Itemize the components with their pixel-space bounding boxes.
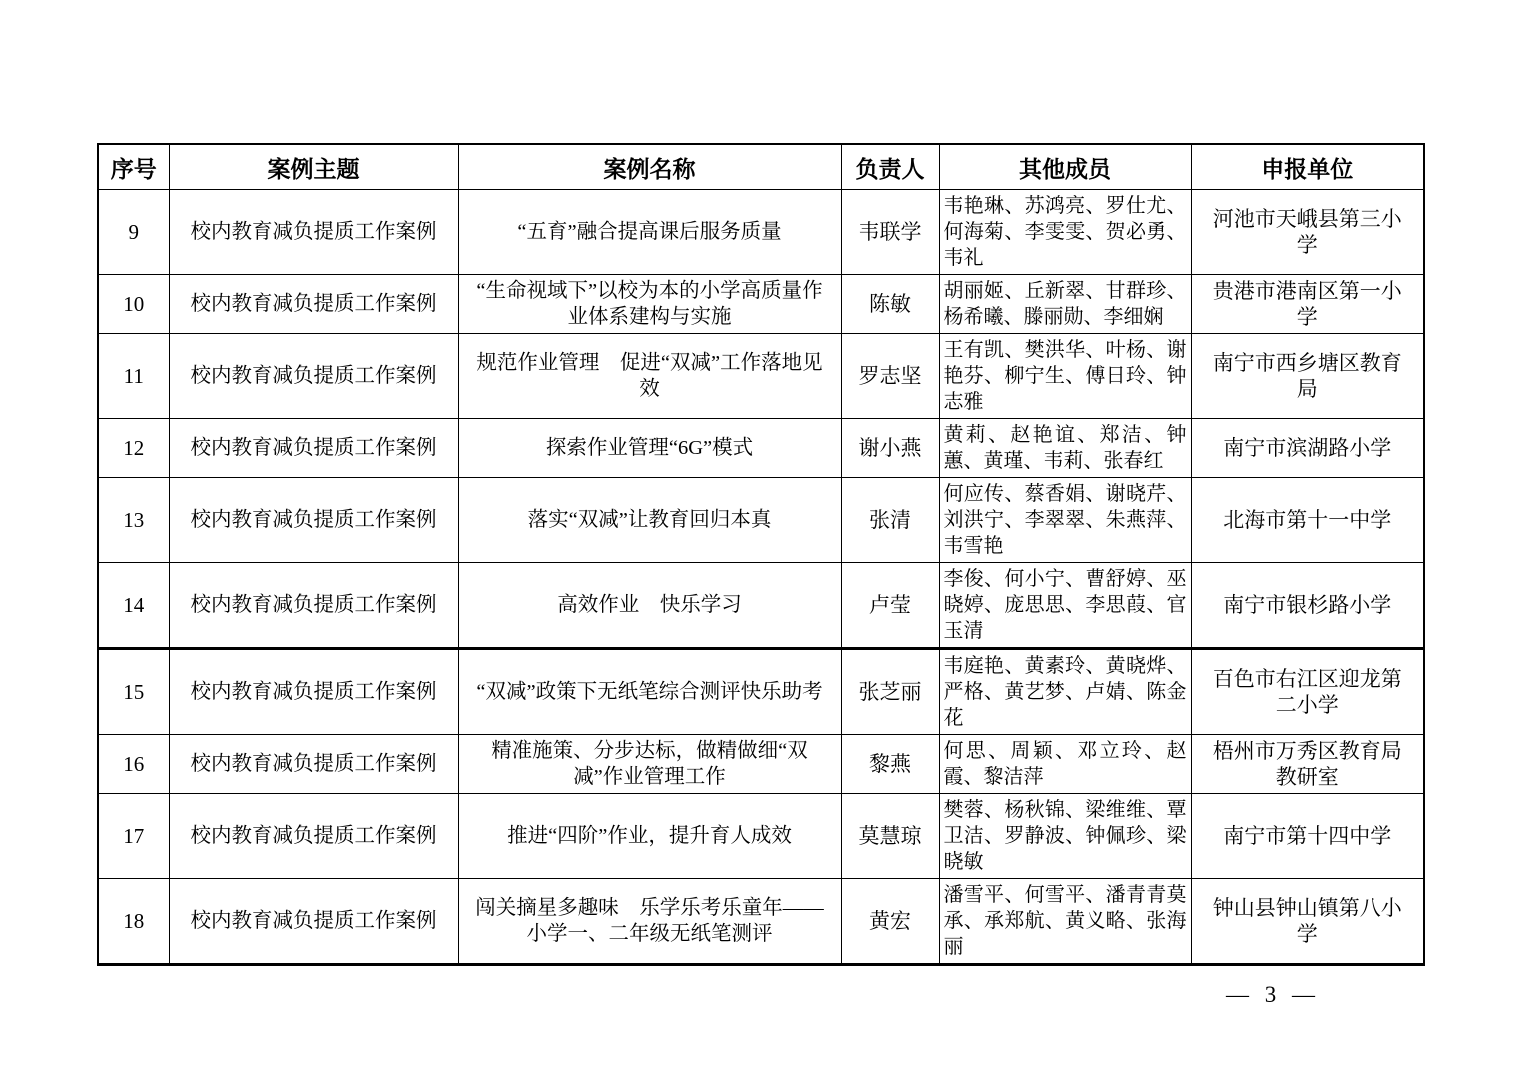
cell-unit: 百色市右江区迎龙第二小学 — [1191, 649, 1424, 735]
cell-name: 推进“四阶”作业，提升育人成效 — [458, 794, 841, 879]
cell-name: 高效作业 快乐学习 — [458, 563, 841, 649]
cell-leader: 黄宏 — [841, 879, 939, 965]
cell-leader: 罗志坚 — [841, 334, 939, 419]
cell-leader: 张芝丽 — [841, 649, 939, 735]
cell-name: 精准施策、分步达标，做精做细“双减”作业管理工作 — [458, 735, 841, 794]
cell-seq: 9 — [98, 190, 169, 275]
cell-name: “五育”融合提高课后服务质量 — [458, 190, 841, 275]
cell-name: “生命视域下”以校为本的小学高质量作业体系建构与实施 — [458, 275, 841, 334]
table-row — [98, 334, 1424, 419]
table-row — [98, 649, 1424, 735]
cell-unit: 河池市天峨县第三小学 — [1191, 190, 1424, 275]
cell-name: 规范作业管理 促进“双减”工作落地见效 — [458, 334, 841, 419]
cell-leader: 韦联学 — [841, 190, 939, 275]
cell-members: 何思、周颖、邓立玲、赵霞、黎洁萍 — [939, 735, 1191, 794]
table-row — [98, 275, 1424, 334]
cell-members: 李俊、何小宁、曹舒婷、巫晓婷、庞思思、李思葭、官玉清 — [939, 563, 1191, 649]
cell-members: 王有凯、樊洪华、叶杨、谢艳芬、柳宁生、傅日玲、钟志雅 — [939, 334, 1191, 419]
cell-theme: 校内教育减负提质工作案例 — [169, 879, 458, 965]
column-header-unit: 申报单位 — [1191, 144, 1424, 190]
cell-members: 樊蓉、杨秋锦、梁维维、覃卫洁、罗静波、钟佩珍、梁晓敏 — [939, 794, 1191, 879]
cell-members: 黄莉、赵艳谊、郑洁、钟蕙、黄瑾、韦莉、张春红 — [939, 419, 1191, 478]
cell-theme: 校内教育减负提质工作案例 — [169, 275, 458, 334]
column-header-theme: 案例主题 — [169, 144, 458, 190]
cell-seq: 14 — [98, 563, 169, 649]
cell-unit: 南宁市第十四中学 — [1191, 794, 1424, 879]
cell-theme: 校内教育减负提质工作案例 — [169, 735, 458, 794]
cell-unit: 南宁市银杉路小学 — [1191, 563, 1424, 649]
cell-seq: 12 — [98, 419, 169, 478]
cell-seq: 11 — [98, 334, 169, 419]
table-row — [98, 478, 1424, 563]
cell-leader: 张清 — [841, 478, 939, 563]
cell-seq: 13 — [98, 478, 169, 563]
cell-unit: 梧州市万秀区教育局教研室 — [1191, 735, 1424, 794]
cell-theme: 校内教育减负提质工作案例 — [169, 419, 458, 478]
cell-seq: 15 — [98, 649, 169, 735]
cell-seq: 16 — [98, 735, 169, 794]
cell-members: 胡丽姬、丘新翠、甘群珍、杨希曦、滕丽勋、李细娴 — [939, 275, 1191, 334]
table-row — [98, 419, 1424, 478]
cell-name: 探索作业管理“6G”模式 — [458, 419, 841, 478]
table-row — [98, 879, 1424, 965]
cell-theme: 校内教育减负提质工作案例 — [169, 794, 458, 879]
cell-theme: 校内教育减负提质工作案例 — [169, 649, 458, 735]
cell-seq: 18 — [98, 879, 169, 965]
cell-theme: 校内教育减负提质工作案例 — [169, 190, 458, 275]
table-row — [98, 735, 1424, 794]
cell-members: 潘雪平、何雪平、潘青青莫承、承郑航、黄义略、张海丽 — [939, 879, 1191, 965]
cell-theme: 校内教育减负提质工作案例 — [169, 563, 458, 649]
document-page — [97, 143, 1423, 1008]
cell-seq: 17 — [98, 794, 169, 879]
table-row — [98, 794, 1424, 879]
case-table — [97, 143, 1425, 966]
cell-leader: 谢小燕 — [841, 419, 939, 478]
column-header-leader: 负责人 — [841, 144, 939, 190]
cell-name: 落实“双减”让教育回归本真 — [458, 478, 841, 563]
column-header-seq: 序号 — [98, 144, 169, 190]
cell-theme: 校内教育减负提质工作案例 — [169, 478, 458, 563]
cell-members: 韦庭艳、黄素玲、黄晓烨、严格、黄艺梦、卢婧、陈金花 — [939, 649, 1191, 735]
cell-seq: 10 — [98, 275, 169, 334]
table-row — [98, 563, 1424, 649]
page-number: — 3 — — [1226, 982, 1315, 1007]
cell-unit: 北海市第十一中学 — [1191, 478, 1424, 563]
cell-name: “双减”政策下无纸笔综合测评快乐助考 — [458, 649, 841, 735]
table-header-row — [98, 144, 1424, 190]
table-row — [98, 190, 1424, 275]
cell-unit: 贵港市港南区第一小学 — [1191, 275, 1424, 334]
cell-unit: 南宁市滨湖路小学 — [1191, 419, 1424, 478]
cell-unit: 南宁市西乡塘区教育局 — [1191, 334, 1424, 419]
cell-members: 韦艳琳、苏鸿亮、罗仕尤、何海菊、李雯雯、贺必勇、韦礼 — [939, 190, 1191, 275]
cell-leader: 莫慧琼 — [841, 794, 939, 879]
column-header-members: 其他成员 — [939, 144, 1191, 190]
cell-leader: 黎燕 — [841, 735, 939, 794]
cell-leader: 卢莹 — [841, 563, 939, 649]
cell-name: 闯关摘星多趣味 乐学乐考乐童年——小学一、二年级无纸笔测评 — [458, 879, 841, 965]
cell-members: 何应传、蔡香娟、谢晓芹、刘洪宁、李翠翠、朱燕萍、韦雪艳 — [939, 478, 1191, 563]
cell-theme: 校内教育减负提质工作案例 — [169, 334, 458, 419]
cell-leader: 陈敏 — [841, 275, 939, 334]
column-header-name: 案例名称 — [458, 144, 841, 190]
cell-unit: 钟山县钟山镇第八小学 — [1191, 879, 1424, 965]
